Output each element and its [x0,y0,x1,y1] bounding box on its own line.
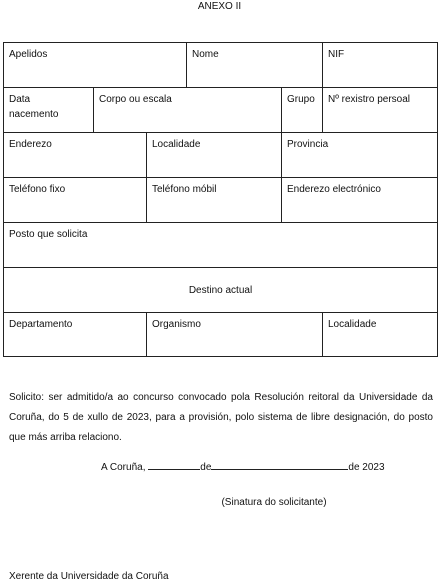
telefono-mobil-field[interactable] [147,178,282,223]
localidade-destino-label: Localidade [328,319,377,330]
telefono-fixo-field[interactable] [4,178,147,223]
enderezo-electronico-label: Enderezo electrónico [287,184,381,195]
enderezo-label: Enderezo [9,139,52,150]
localidade-destino-field[interactable] [323,313,438,357]
rexistro-persoal-label: Nº rexistro persoal [328,94,411,105]
date-line [101,459,385,475]
departamento-field[interactable] [4,313,147,357]
nome-field[interactable] [187,43,323,88]
posto-solicita-field[interactable] [4,223,438,268]
date-place: A Coruña, [101,462,146,473]
day-blank[interactable] [148,459,200,470]
departamento-label: Departamento [9,319,73,330]
document-title: ANEXO II [197,1,242,12]
destino-actual-header [4,268,438,313]
corpo-escala-label: Corpo ou escala [99,94,172,105]
destino-actual-label: Destino actual [188,284,253,296]
enderezo-field[interactable] [4,133,147,178]
nif-field[interactable] [323,43,438,88]
date-de-1: de [200,462,212,473]
telefono-mobil-label: Teléfono móbil [152,184,217,195]
corpo-escala-field[interactable] [94,88,282,133]
request-paragraph: Solicito: ser admitido/a ao concurso convocado pola Resolución reitoral da Universidade da Coruña, do 5 de xullo de 2023, para a provisión, polo sistema de libre designación, do posto que más arriba relaciono. [9,392,433,443]
provincia-label: Provincia [287,139,329,150]
nif-label: NIF [328,49,345,60]
provincia-field[interactable] [282,133,438,178]
organismo-field[interactable] [147,313,323,357]
apelidos-field[interactable] [4,43,187,88]
telefono-fixo-label: Teléfono fixo [9,184,66,195]
data-nacemento-field[interactable] [4,88,94,133]
nome-label: Nome [192,49,219,60]
data-nacemento-label: Data nacemento [9,94,59,120]
localidade-label: Localidade [152,139,201,150]
month-blank[interactable] [211,459,348,470]
grupo-label: Grupo [287,94,315,105]
apelidos-label: Apelidos [9,49,48,60]
grupo-field[interactable] [282,88,323,133]
enderezo-electronico-field[interactable] [282,178,438,223]
footer-addressee: Xerente da Universidade da Coruña [9,571,169,582]
rexistro-persoal-field[interactable] [323,88,438,133]
posto-solicita-label: Posto que solicita [9,229,88,240]
localidade-field[interactable] [147,133,282,178]
date-de-2: de 2023 [348,462,385,473]
application-form [3,42,438,357]
signature-note: (Sinatura do solicitante) [221,497,327,508]
organismo-label: Organismo [152,319,201,330]
